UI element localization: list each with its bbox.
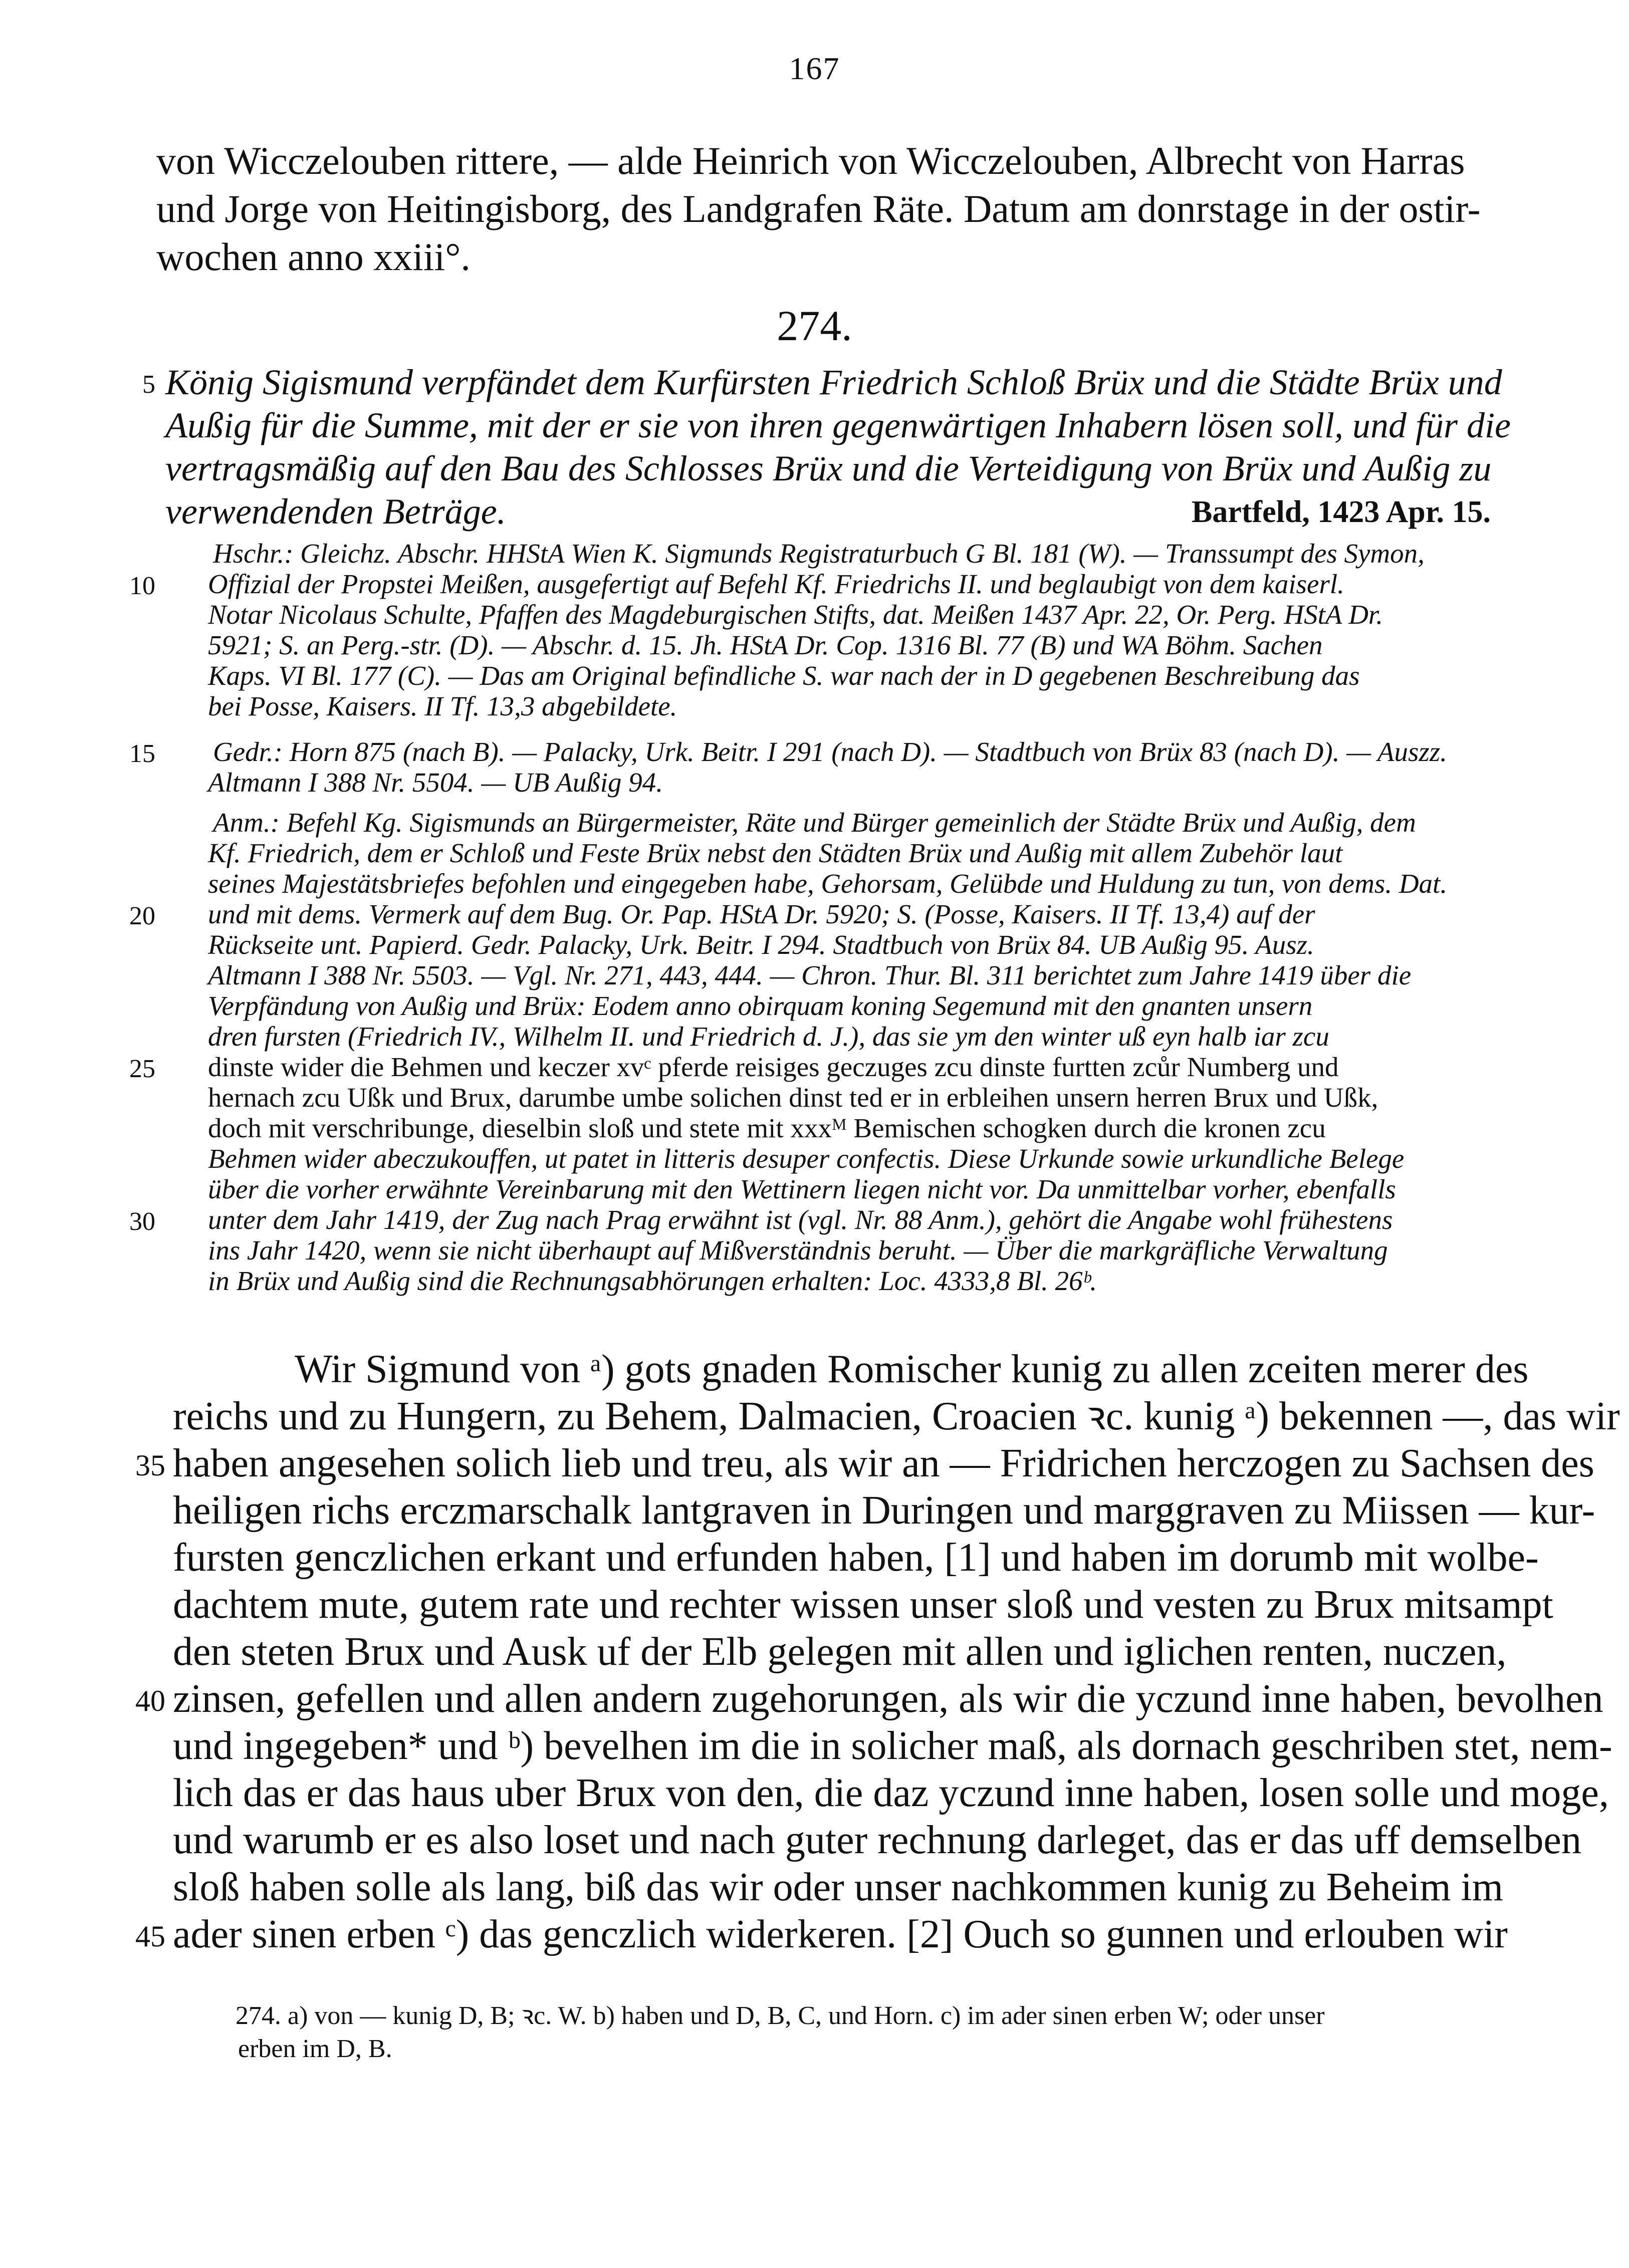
body-line: dachtem mute, gutem rate und rechter wissen unser sloß und vesten zu Brux mitsampt: [173, 1583, 1553, 1627]
apparatus-line: Hschr.: Gleichz. Abschr. HHStA Wien K. Sigmunds Registraturbuch G Bl. 181 (W). — Transsumpt des Symon,: [213, 538, 1425, 569]
apparatus-line: Notar Nicolaus Schulte, Pfaffen des Magdeburgischen Stifts, dat. Meißen 1437 Apr. 22, Or. Perg. HStA Dr.: [208, 599, 1383, 630]
line-number: 40: [135, 1684, 165, 1717]
body-line: reichs und zu Hungern, zu Behem, Dalmacien, Croacien ꝛc. kunig ᵃ) bekennen —, das wir: [173, 1394, 1620, 1438]
body-line: sloß haben solle als lang, biß das wir oder unser nachkommen kunig zu Beheim im: [173, 1865, 1503, 1909]
apparatus-line: und mit dems. Vermerk auf dem Bug. Or. Pap. HStA Dr. 5920; S. (Posse, Kaisers. II Tf. 13,4) auf der: [208, 899, 1315, 929]
regest-line: König Sigismund verpfändet dem Kurfürsten Friedrich Schloß Brüx und die Städte Brüx und: [165, 362, 1502, 402]
document-number: 274.: [777, 302, 852, 350]
body-line: und warumb er es also loset und nach guter rechnung darleget, das er das uff demselben: [173, 1818, 1581, 1862]
apparatus-line: Gedr.: Horn 875 (nach B). — Palacky, Urk. Beitr. I 291 (nach D). — Stadtbuch von Brüx 83 (nach D). — Auszz.: [213, 736, 1447, 767]
apparatus-line: Offizial der Propstei Meißen, ausgefertigt auf Befehl Kf. Friedrichs II. und beglaubigt von dem kaiserl.: [208, 569, 1344, 599]
intro-line: von Wicczelouben rittere, — alde Heinrich von Wicczelouben, Albrecht von Harras: [156, 139, 1465, 182]
apparatus-line: doch mit verschribunge, dieselbin sloß und stete mit xxxᴹ Bemischen schogken durch die kronen zcu: [208, 1113, 1326, 1143]
apparatus-line: 5921; S. an Perg.-str. (D). — Abschr. d. 15. Jh. HStA Dr. Cop. 1316 Bl. 77 (B) und WA Böhm. Sachen: [208, 630, 1323, 660]
date-place: Bartfeld, 1423 Apr. 15.: [1192, 495, 1491, 529]
body-line: lich das er das haus uber Brux von den, die daz yczund inne haben, losen solle und moge,: [173, 1771, 1609, 1815]
intro-line: wochen anno xxiii°.: [156, 235, 471, 279]
body-line: ader sinen erben ᶜ) das genczlich widerkeren. [2] Ouch so gunnen und erlouben wir: [173, 1912, 1508, 1956]
regest-line: Außig für die Summe, mit der er sie von ihren gegenwärtigen Inhabern lösen soll, und für die: [165, 405, 1511, 445]
apparatus-line: dren fursten (Friedrich IV., Wilhelm II. und Friedrich d. J.), das sie ym den winter uß eyn halb iar zcu: [208, 1021, 1329, 1052]
apparatus-line: dinste wider die Behmen und keczer xvᶜ pferde reisiges geczuges zcu dinste furtten zcůr Numberg und: [208, 1052, 1339, 1082]
line-number: 35: [135, 1449, 165, 1482]
apparatus-line: Altmann I 388 Nr. 5504. — UB Außig 94.: [208, 767, 663, 798]
intro-line: und Jorge von Heitingisborg, des Landgrafen Räte. Datum am donrstage in der ostir-: [156, 187, 1481, 230]
apparatus-line: bei Posse, Kaisers. II Tf. 13,3 abgebildete.: [208, 691, 677, 721]
apparatus-line: über die vorher erwähnte Vereinbarung mit den Wettinern liegen nicht vor. Da unmittelbar vorher, ebenfalls: [208, 1174, 1396, 1204]
line-number: 10: [129, 572, 155, 600]
line-number: 20: [129, 902, 155, 930]
apparatus-line: Anm.: Befehl Kg. Sigismunds an Bürgermeister, Räte und Bürger gemeinlich der Städte Brüx und Außig, dem: [213, 807, 1416, 838]
body-line: und ingegeben* und ᵇ) bevelhen im die in solicher maß, als dornach geschriben stet, nem-: [173, 1724, 1612, 1768]
apparatus-line: Kaps. VI Bl. 177 (C). — Das am Original befindliche S. war nach der in D gegebenen Beschreibung das: [208, 660, 1360, 691]
footnote-line: 274. a) von — kunig D, B; ꝛc. W. b) haben und D, B, C, und Horn. c) im ader sinen erben W; oder unser: [236, 2001, 1325, 2030]
body-line: haben angesehen solich lieb und treu, als wir an — Fridrichen herczogen zu Sachsen des: [173, 1441, 1594, 1485]
apparatus-line: seines Majestätsbriefes befohlen und eingegeben habe, Gehorsam, Gelübde und Huldung zu tun, von dems. Dat.: [208, 868, 1448, 899]
body-line: zinsen, gefellen und allen andern zugehorungen, als wir die yczund inne haben, bevolhen: [173, 1677, 1603, 1721]
apparatus-line: Behmen wider abeczukouffen, ut patet in litteris desuper confectis. Diese Urkunde sowie urkundliche Belege: [208, 1143, 1405, 1174]
body-line: den steten Brux und Ausk uf der Elb gelegen mit allen und iglichen renten, nuczen,: [173, 1630, 1507, 1674]
apparatus-line: in Brüx und Außig sind die Rechnungsabhörungen erhalten: Loc. 4333,8 Bl. 26ᵇ.: [208, 1266, 1097, 1296]
apparatus-line: unter dem Jahr 1419, der Zug nach Prag erwähnt ist (vgl. Nr. 88 Anm.), gehört die Angabe wohl frühestens: [208, 1204, 1393, 1235]
regest-line: verwendenden Beträge.: [165, 491, 506, 532]
apparatus-line: Rückseite unt. Papierd. Gedr. Palacky, Urk. Beitr. I 294. Stadtbuch von Brüx 84. UB Außig 95. Ausz.: [208, 929, 1314, 960]
line-number: 45: [135, 1920, 165, 1953]
line-number: 30: [129, 1207, 155, 1236]
apparatus-line: ins Jahr 1420, wenn sie nicht überhaupt auf Mißverständnis beruht. — Über die markgräfliche Verwaltung: [208, 1235, 1388, 1266]
body-line: Wir Sigmund von ᵃ) gots gnaden Romischer kunig zu allen zceiten merer des: [295, 1347, 1529, 1391]
line-number: 25: [129, 1055, 155, 1083]
line-number: 15: [129, 739, 155, 768]
body-line: heiligen richs erczmarschalk lantgraven in Duringen und marggraven zu Miissen — kur-: [173, 1488, 1595, 1533]
apparatus-line: Altmann I 388 Nr. 5503. — Vgl. Nr. 271, 443, 444. — Chron. Thur. Bl. 311 berichtet zum Jahre 1419 über die: [208, 960, 1412, 990]
apparatus-line: Kf. Friedrich, dem er Schloß und Feste Brüx nebst den Städten Brüx und Außig mit allem Zubehör laut: [208, 838, 1343, 868]
line-number: 5: [142, 370, 155, 399]
apparatus-line: Verpfändung von Außig und Brüx: Eodem anno obirquam koning Segemund mit den gnanten unsern: [208, 990, 1313, 1021]
body-line: fursten genczlichen erkant und erfunden haben, [1] und haben im dorumb mit wolbe-: [173, 1536, 1539, 1580]
apparatus-line: hernach zcu Ußk und Brux, darumbe umbe solichen dinst ted er in erbleihen unsern herren Brux und Ußk,: [208, 1082, 1378, 1113]
footnote-line: erben im D, B.: [238, 2035, 392, 2063]
page-number: 167: [789, 51, 840, 86]
regest-line: vertragsmäßig auf den Bau des Schlosses Brüx und die Verteidigung von Brüx und Außig zu: [165, 448, 1492, 488]
